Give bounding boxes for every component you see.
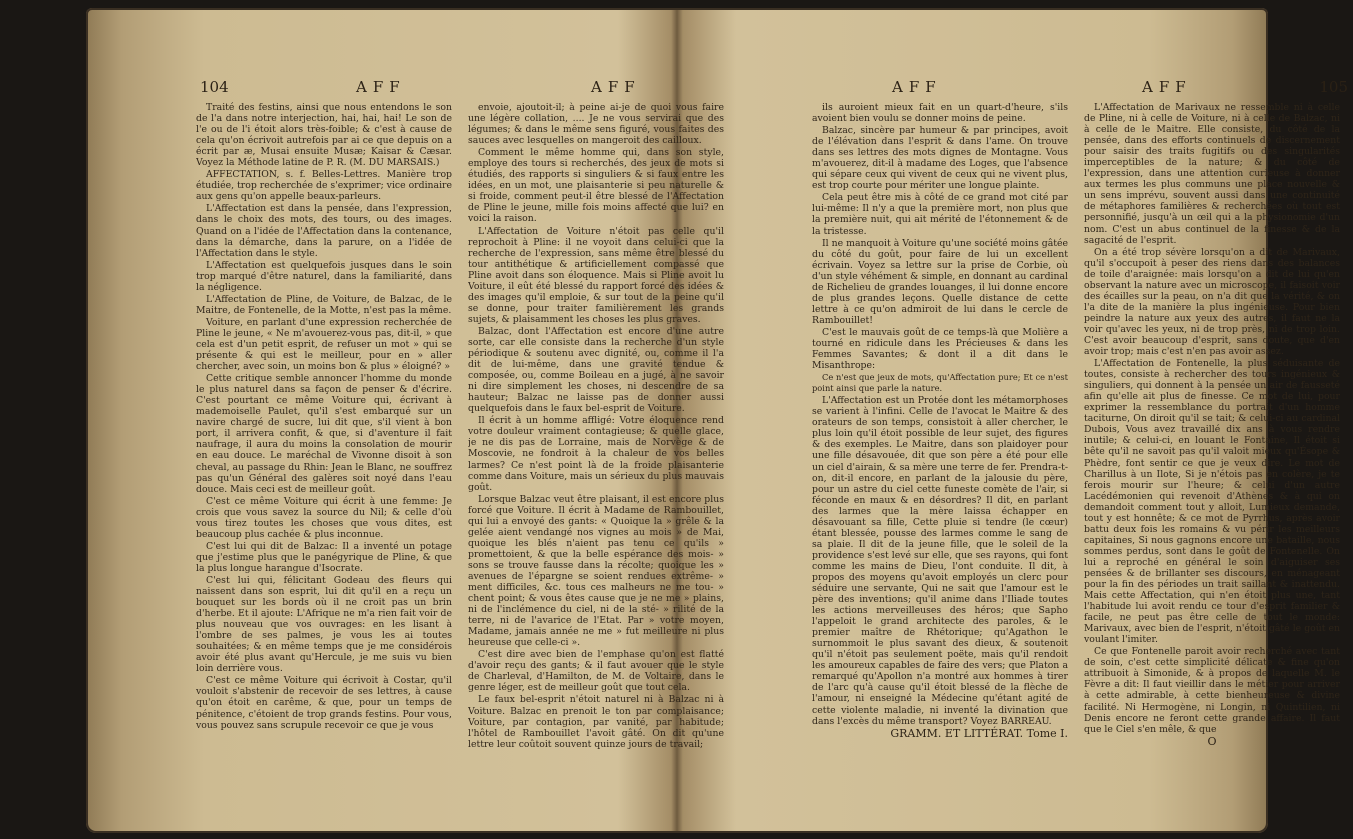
paragraph: Voiture, en parlant d'une expression recherchée de Pline le jeune, « Ne m'avouerez-vous pas, dit-il, » que cela est d'un petit esprit, de refuser un mot » qui se présente & qui est le meilleur, pour en » aller chercher, avec soin, un moins bon & plus » éloigné? » [196, 316, 452, 373]
paragraph: On a été trop sévère lorsqu'on a dit de Marivaux, qu'il s'occupoit à peser des riens dans des balances de toile d'araignée: mais lorsqu'on a dit de lui qu'en observant la nature avec un microscope, il faisoit voir des écailles sur la peau, on n'a dit que la vérité, & on l'a dite de la manière la plus ingénieuse. Pour bien peindre la nature aux yeux des autres, il faut ne la voir qu'avec les yeux, ni de trop près, ni de trop loin. C'est avoir beaucoup d'esprit, sans doute, que d'en avoir trop; mais c'est n'en pas avoir assez. [1084, 246, 1340, 358]
paragraph: C'est lui qui dit de Balzac: Il a inventé un potage que j'estime plus que le panégyrique de Pline, & que la plus longue harangue d'Isocrate. [196, 540, 452, 574]
verse-quote: Ce n'est que jeux de mots, qu'Affectation pure; Et ce n'est point ainsi que parle la nature. [812, 372, 1068, 394]
left-running-head [196, 78, 736, 100]
paragraph: C'est le mauvais goût de ce temps-là que Molière a tourné en ridicule dans les Précieuses & dans les Femmes Savantes; & dont il a dit dans le Misanthrope: [812, 326, 1068, 372]
paragraph: L'Affectation est un Protée dont les métamorphoses se varient à l'infini. Celle de l'avocat le Maitre & des orateurs de son temps, consistoit à aller chercher, le plus loin qu'il étoit possible de leur sujet, des figures & des exemples. Le Maitre, dans son plaidoyer pour une fille désavouée, dit que son père a été pour elle un ciel d'airain, & sa mère une terre de fer. Prendra-t-on, dit-il encore, en parlant de la jalousie du père, pour un astre du ciel cette funeste comète de l'air, si féconde en maux & en désordres? Il dit, en parlant des larmes que la mère laissa échapper en désavouant sa fille, Cette pluie si tendre (le cœur) étant blessée, pousse des larmes comme le sang de sa plaie. Il dit de la jeune fille, que le soleil de la providence s'est levé sur elle, que ses rayons, qui font comme les mains de Dieu, l'ont conduite. Il dit, à propos des moyens qu'avoit employés un clerc pour séduire une servante, Qui ne sait que l'amour est le père des inventions; qu'il anime dans l'Iliade toutes les actions merveilleuses des héros; que Sapho l'appeloit le grand architecte des paroles, & le premier maître de Rhétorique; qu'Agathon le surnommoit le plus savant des dieux, & soutenoit qu'il n'étoit pas seulement poëte, mais qu'il rendoit les amoureux capables de faire des vers; que Platon a remarqué qu'Apollon n'a montré aux hommes à tirer de l'arc qu'à cause qu'il étoit blessé de la flèche de l'amour, ni enseigné la Médecine qu'étant agité de cette violente maladie, ni inventé la divination que dans l'excès du même transport? Voyez BARREAU. [812, 395, 1068, 727]
paragraph: Comment le même homme qui, dans son style, employe des tours si recherchés, des jeux de mots si étudiés, des rapports si singuliers & si faux entre les idées, en un mot, une plaisanterie si peu naturelle & si froide, comment peut-il être blessé de l'Affectation de Pline le jeune, mille fois moins affecté que lui? en voici la raison. [468, 147, 724, 225]
paragraph: Ce que Fontenelle paroit avoir recherché avec tant de soin, c'est cette simplicité délicate & fine qu'on attribuoit à Simonide, & à propos de laquelle M. le Fèvre a dit: Il faut vieillir dans le métier pour arriver à cette admirable, à cette bienheureuse & divine facilité. Ni Hermogène, ni Longin, ni Quintilien, ni Denis encore ne feront cette grande affaire. Il faut que le Ciel s'en mêle, & que [1084, 646, 1340, 735]
paragraph: Lorsque Balzac veut être plaisant, il est encore plus forcé que Voiture. Il écrit à Madame de Rambouillet, qui lui a envoyé des gants: « Quoique la » grêle & la gelée aient vendangé nos vignes au mois » de Mai, quoique les blés n'aient pas tenu ce qu'ils » promettoient, & que la belle espérance des mois- » sons se trouve fausse dans la récolte; quoique les » avenues de l'épargne se soient rendues extrême- » ment difficiles, &c. tous ces malheurs ne me tou- » chent point; & vous êtes cause que je ne me » plains, ni de l'inclémence du ciel, ni de la sté- » rilité de la terre, ni de l'avarice de l'Etat. Par » votre moyen, Madame, jamais année ne me » fut meilleure ni plus heureuse que celle-ci ». [468, 493, 724, 649]
paragraph: C'est dire avec bien de l'emphase qu'on est flatté d'avoir reçu des gants; & il faut avouer que le style de Charleval, d'Hamilton, de M. de Voltaire, dans le genre léger, est de meilleur goût que tout cela. [468, 649, 724, 694]
paragraph: L'Affectation de Voiture n'étoit pas celle qu'il reprochoit à Pline: il ne voyoit dans celui-ci que la recherche de l'expression, sans même être blessé du tour antithétique & artificiellement compassé que Pline avoit dans son éloquence. Mais si Pline avoit lu Voiture, il eût été blessé du rapport forcé des idées & des images qu'il emploie, & sur tout de la peine qu'il se donne, pour traiter familièrement les grands sujets, & plaisamment les choses les plus graves. [468, 225, 724, 325]
paragraph: C'est ce même Voiture qui écrivoit à Costar, qu'il vouloit s'abstenir de recevoir de ses lettres, à cause qu'on étoit en carême, & que, pour un temps de pénitence, c'étoient de trop grands festins. Pour vous, vous pouvez sans scrupule recevoir ce que je vous [196, 675, 452, 731]
running-head-word-right-2: AFF [1142, 78, 1192, 96]
left-page [196, 68, 736, 826]
page-number-right: 105 [1319, 78, 1348, 96]
page-number-left: 104 [200, 78, 229, 96]
left-column-1 [196, 102, 452, 822]
paragraph: L'Affectation de Pline, de Voiture, de Balzac, de le Maitre, de Fontenelle, de la Motte, n'est pas la même. [196, 293, 452, 316]
paragraph: Le faux bel-esprit n'étoit naturel ni à Balzac ni à Voiture. Balzac en prenoit le ton par complaisance; Voiture, par contagion, par vanité, par habitude; l'hôtel de Rambouillet l'avoit gâté. On dit qu'une lettre leur coûtoit souvent quinze jours de travail; [468, 694, 724, 750]
paragraph: C'est ce même Voiture qui écrit à une femme: Je crois que vous savez la source du Nil; & celle d'où vous tirez toutes les choses que vous dites, est beaucoup plus cachée & plus inconnue. [196, 495, 452, 540]
paragraph: Il ne manquoit à Voiture qu'une société moins gâtée du côté du goût, pour faire de lui un excellent écrivain. Voyez sa lettre sur la prise de Corbie, où d'un style véhément & simple, en donnant au cardinal de Richelieu de grandes louanges, il lui donne encore de plus grandes leçons. Quelle distance de cette lettre à ce qu'on admiroit de lui dans le cercle de Rambouillet! [812, 237, 1068, 326]
paragraph: L'Affectation de Fontenelle, la plus séduisante de toutes, consiste à rechercher des tours ingénieux & singuliers, qui donnent à la pensée un air de fausseté afin qu'elle ait plus de finesse. Ce mot de lui, pour exprimer la ressemblance du portrait d'un homme taciturne, On diroit qu'il se tait; & celui-ci au cardinal Dubois, Vous avez travaillé dix ans à vous rendre inutile; & celui-ci, en louant le Fontaine, Il étoit si bête qu'il ne savoit pas qu'il valoit mieux qu'Ésope & Phèdre, font sentir ce que je veux dire. Le mot de Charillus à un Ilote, Si je n'étois pas en colère, je te ferois mourir sur l'heure; & celui d'un autre Lacédémonien qui revenoit d'Athènes & à qui on demandoit comment tout y alloit, Lumieux demande, tout y est honnête; & ce mot de Pyrrhus, après avoir battu deux fois les romains & vu périr les meilleurs capitaines, Si nous gagnons encore une bataille, nous sommes perdus, sont dans le goût de Fontenelle. On lui a reproché en général le soin d'aiguiser ses pensées & de brillanter ses discours, en ménageant pour la fin des périodes un trait saillant & inattendu. Mais cette Affectation, qui n'en étoit plus une, tant l'habitude lui avoit rendu ce tour d'esprit familier & facile, ne peut pas être celle de tout le monde: Marivaux, avec bien de l'esprit, n'étoit gâté le goût en voulant l'imiter. [1084, 358, 1340, 646]
paragraph: envoie, ajoutoit-il; à peine ai-je de quoi vous faire une légère collation, .... Je ne vous servirai que des légumes; & dans le même sens figuré, vous faites des sauces avec lesquelles on mangeroit des cailloux. [468, 102, 724, 147]
running-head-word-left-2: AFF [591, 78, 641, 96]
right-page [812, 68, 1352, 826]
right-column-2 [1084, 102, 1340, 822]
book-spread [86, 8, 1348, 833]
running-head-word-left-1: AFF [356, 78, 406, 96]
paragraph: L'Affectation est quelquefois jusques dans le soin trop marqué d'être naturel, dans la familiarité, dans la négligence. [196, 259, 452, 293]
running-head-word-right-1: AFF [892, 78, 942, 96]
signature-line: GRAMM. ET LITTÉRAT. Tome I. [890, 726, 1068, 740]
right-column-1 [812, 102, 1068, 822]
paragraph: C'est lui qui, félicitant Godeau des fleurs qui naissent dans son esprit, lui dit qu'il en a reçu un bouquet sur les bords où il ne croit pas un brin d'herbe. Et il ajoute: L'Afrique ne m'a rien fait voir de plus nouveau que vos ouvrages: en les lisant à l'ombre de ses palmes, je vous les ai toutes souhaitées; & en même temps que je me considérois avoir été plus avant qu'Hercule, je me suis vu bien loin derrière vous. [196, 574, 452, 675]
paragraph: Cela peut être mis à côté de ce grand mot cité par lui-même: Il n'y a que la première mort, non plus que la première nuit, qui ait mérité de l'étonnement & de la tristesse. [812, 192, 1068, 237]
paragraph: AFFECTATION, s. f. Belles-Lettres. Manière trop étudiée, trop recherchée de s'exprimer; vice ordinaire aux gens qu'on appelle beaux-parleurs. [196, 169, 452, 203]
paragraph: Balzac, dont l'Affectation est encore d'une autre sorte, car elle consiste dans la recherche d'un style périodique & soutenu avec dignité, ou, comme il l'a dit de lui-même, dans une gravité tendue & composée, ou, comme Boileau en a jugé, à ne savoir ni dire simplement les choses, ni descendre de sa hauteur; Balzac ne laisse pas de donner aussi quelquefois dans le faux bel-esprit de Voiture. [468, 325, 724, 415]
paragraph: L'Affectation est dans la pensée, dans l'expression, dans le choix des mots, des tours, ou des images. Quand on a l'idée de l'Affectation dans la contenance, dans la démarche, dans la parure, on a l'idée de l'Affectation dans le style. [196, 203, 452, 259]
left-column-2 [468, 102, 724, 822]
paragraph: L'Affectation de Marivaux ne ressemble ni à celle de Pline, ni à celle de Voiture, ni à celle de Balzac, ni à celle de le Maitre. Elle consiste, du côté de la pensée, dans des efforts continuels de discernement pour saisir des traits fugitifs ou des singularités imperceptibles de la nature; & du côté de l'expression, dans une attention curieuse à donner aux termes les plus communs une place nouvelle & un sens imprévu, souvent aussi dans une continuité de métaphores familières & recherchées où tout est personnifié, jusqu'à un œil qui a la physionomie d'un nom. C'est un abus continuel de la finesse & de la sagacité de l'esprit. [1084, 102, 1340, 246]
signature-mark: O [1207, 734, 1217, 748]
paragraph: ils auroient mieux fait en un quart-d'heure, s'ils avoient bien voulu se donner moins de peine. [812, 102, 1068, 125]
right-running-head [812, 78, 1352, 100]
paragraph: Il écrit à un homme affligé: Votre éloquence rend votre douleur vraiment contagieuse; & quelle glace, je ne dis pas de Lorraine, mais de Norvège & de Moscovie, ne fondroit à la chaleur de vos belles larmes? Ce n'est point là de la froide plaisanterie comme dans Voiture, mais un sérieux du plus mauvais goût. [468, 415, 724, 493]
paragraph: Traité des festins, ainsi que nous entendons le son de l'a dans notre interjection, hai, hai, hai! Le son de l'e ou de l'i étoit alors très-foible; & c'est à cause de cela qu'on écrivoit autrefois par ai ce que depuis on a écrit par æ, Musai ensuite Musæ; Kaisar & Cæsar. Voyez la Méthode latine de P. R. (M. DU MARSAIS.) [196, 102, 452, 169]
paragraph: Cette critique semble annoncer l'homme du monde le plus naturel dans sa façon de penser & d'écrire. C'est pourtant ce même Voiture qui, écrivant à mademoiselle Paulet, qu'il s'est embarqué sur un navire chargé de sucre, lui dit que, s'il vient à bon port, il arrivera confit, & que, si d'aventure il fait naufrage, il aura du moins la consolation de mourir en eau douce. Le maréchal de Vivonne disoit à son cheval, au passage du Rhin: Jean le Blanc, ne souffrez pas qu'un Général des galères soit noyé dans l'eau douce. Mais ceci est de meilleur goût. [196, 373, 452, 495]
paragraph: Balzac, sincère par humeur & par principes, avoit de l'élévation dans l'esprit & dans l'ame. On trouve dans ses lettres des mots dignes de Montagne. Vous m'avouerez, dit-il à madame des Loges, que l'absence qui sépare ceux qui vivent de ceux qui ne vivent plus, est trop courte pour mériter une longue plainte. [812, 125, 1068, 192]
